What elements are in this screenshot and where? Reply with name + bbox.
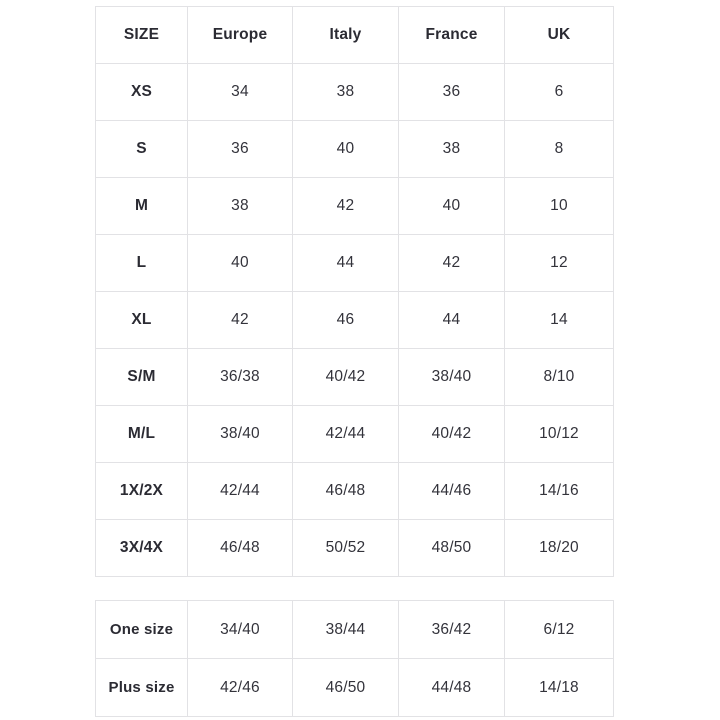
cell-france: 44/46 bbox=[399, 463, 505, 520]
table-row bbox=[96, 121, 614, 178]
cell-uk: 8/10 bbox=[505, 349, 614, 406]
cell-europe: 34 bbox=[188, 64, 293, 121]
table-row bbox=[96, 406, 614, 463]
cell-italy: 50/52 bbox=[293, 520, 399, 577]
cell-france: 40/42 bbox=[399, 406, 505, 463]
row-header-size: S bbox=[96, 121, 188, 178]
cell-europe: 38/40 bbox=[188, 406, 293, 463]
table-header bbox=[96, 7, 614, 64]
cell-italy: 46/48 bbox=[293, 463, 399, 520]
size-conversion-table bbox=[95, 6, 614, 577]
row-header-size: L bbox=[96, 235, 188, 292]
cell-italy: 40/42 bbox=[293, 349, 399, 406]
row-header-size: 1X/2X bbox=[96, 463, 188, 520]
cell-france: 38/40 bbox=[399, 349, 505, 406]
column-header-france: France bbox=[399, 7, 505, 64]
table-body bbox=[96, 601, 614, 717]
cell-europe: 40 bbox=[188, 235, 293, 292]
cell-france: 44 bbox=[399, 292, 505, 349]
cell-europe: 34/40 bbox=[188, 601, 293, 659]
cell-uk: 12 bbox=[505, 235, 614, 292]
cell-italy: 44 bbox=[293, 235, 399, 292]
table-row bbox=[96, 64, 614, 121]
column-header-europe: Europe bbox=[188, 7, 293, 64]
cell-europe: 36 bbox=[188, 121, 293, 178]
table-body bbox=[96, 64, 614, 577]
table-row bbox=[96, 235, 614, 292]
table-row bbox=[96, 292, 614, 349]
cell-europe: 38 bbox=[188, 178, 293, 235]
column-header-size: SIZE bbox=[96, 7, 188, 64]
cell-uk: 14/16 bbox=[505, 463, 614, 520]
cell-italy: 38 bbox=[293, 64, 399, 121]
cell-france: 40 bbox=[399, 178, 505, 235]
cell-italy: 38/44 bbox=[293, 601, 399, 659]
table-row bbox=[96, 178, 614, 235]
cell-uk: 14/18 bbox=[505, 659, 614, 717]
cell-europe: 46/48 bbox=[188, 520, 293, 577]
cell-france: 38 bbox=[399, 121, 505, 178]
cell-france: 44/48 bbox=[399, 659, 505, 717]
cell-europe: 42/44 bbox=[188, 463, 293, 520]
cell-uk: 8 bbox=[505, 121, 614, 178]
row-header-size: S/M bbox=[96, 349, 188, 406]
table-row bbox=[96, 520, 614, 577]
one-size-table-wrapper bbox=[95, 600, 613, 717]
cell-italy: 46 bbox=[293, 292, 399, 349]
row-header-plus-size: Plus size bbox=[96, 659, 188, 717]
row-header-size: XL bbox=[96, 292, 188, 349]
cell-france: 42 bbox=[399, 235, 505, 292]
row-header-one-size: One size bbox=[96, 601, 188, 659]
cell-france: 36/42 bbox=[399, 601, 505, 659]
table-row bbox=[96, 601, 614, 659]
cell-uk: 6 bbox=[505, 64, 614, 121]
cell-uk: 14 bbox=[505, 292, 614, 349]
row-header-size: M bbox=[96, 178, 188, 235]
table-row bbox=[96, 463, 614, 520]
row-header-size: M/L bbox=[96, 406, 188, 463]
cell-uk: 10 bbox=[505, 178, 614, 235]
row-header-size: XS bbox=[96, 64, 188, 121]
table-header-row bbox=[96, 7, 614, 64]
column-header-italy: Italy bbox=[293, 7, 399, 64]
cell-europe: 36/38 bbox=[188, 349, 293, 406]
table-row bbox=[96, 349, 614, 406]
cell-uk: 10/12 bbox=[505, 406, 614, 463]
row-header-size: 3X/4X bbox=[96, 520, 188, 577]
cell-italy: 46/50 bbox=[293, 659, 399, 717]
cell-france: 36 bbox=[399, 64, 505, 121]
size-conversion-table-wrapper bbox=[95, 6, 613, 577]
cell-italy: 40 bbox=[293, 121, 399, 178]
cell-uk: 6/12 bbox=[505, 601, 614, 659]
one-size-table bbox=[95, 600, 614, 717]
table-row bbox=[96, 659, 614, 717]
cell-europe: 42 bbox=[188, 292, 293, 349]
cell-italy: 42 bbox=[293, 178, 399, 235]
cell-europe: 42/46 bbox=[188, 659, 293, 717]
cell-france: 48/50 bbox=[399, 520, 505, 577]
column-header-uk: UK bbox=[505, 7, 614, 64]
cell-italy: 42/44 bbox=[293, 406, 399, 463]
cell-uk: 18/20 bbox=[505, 520, 614, 577]
